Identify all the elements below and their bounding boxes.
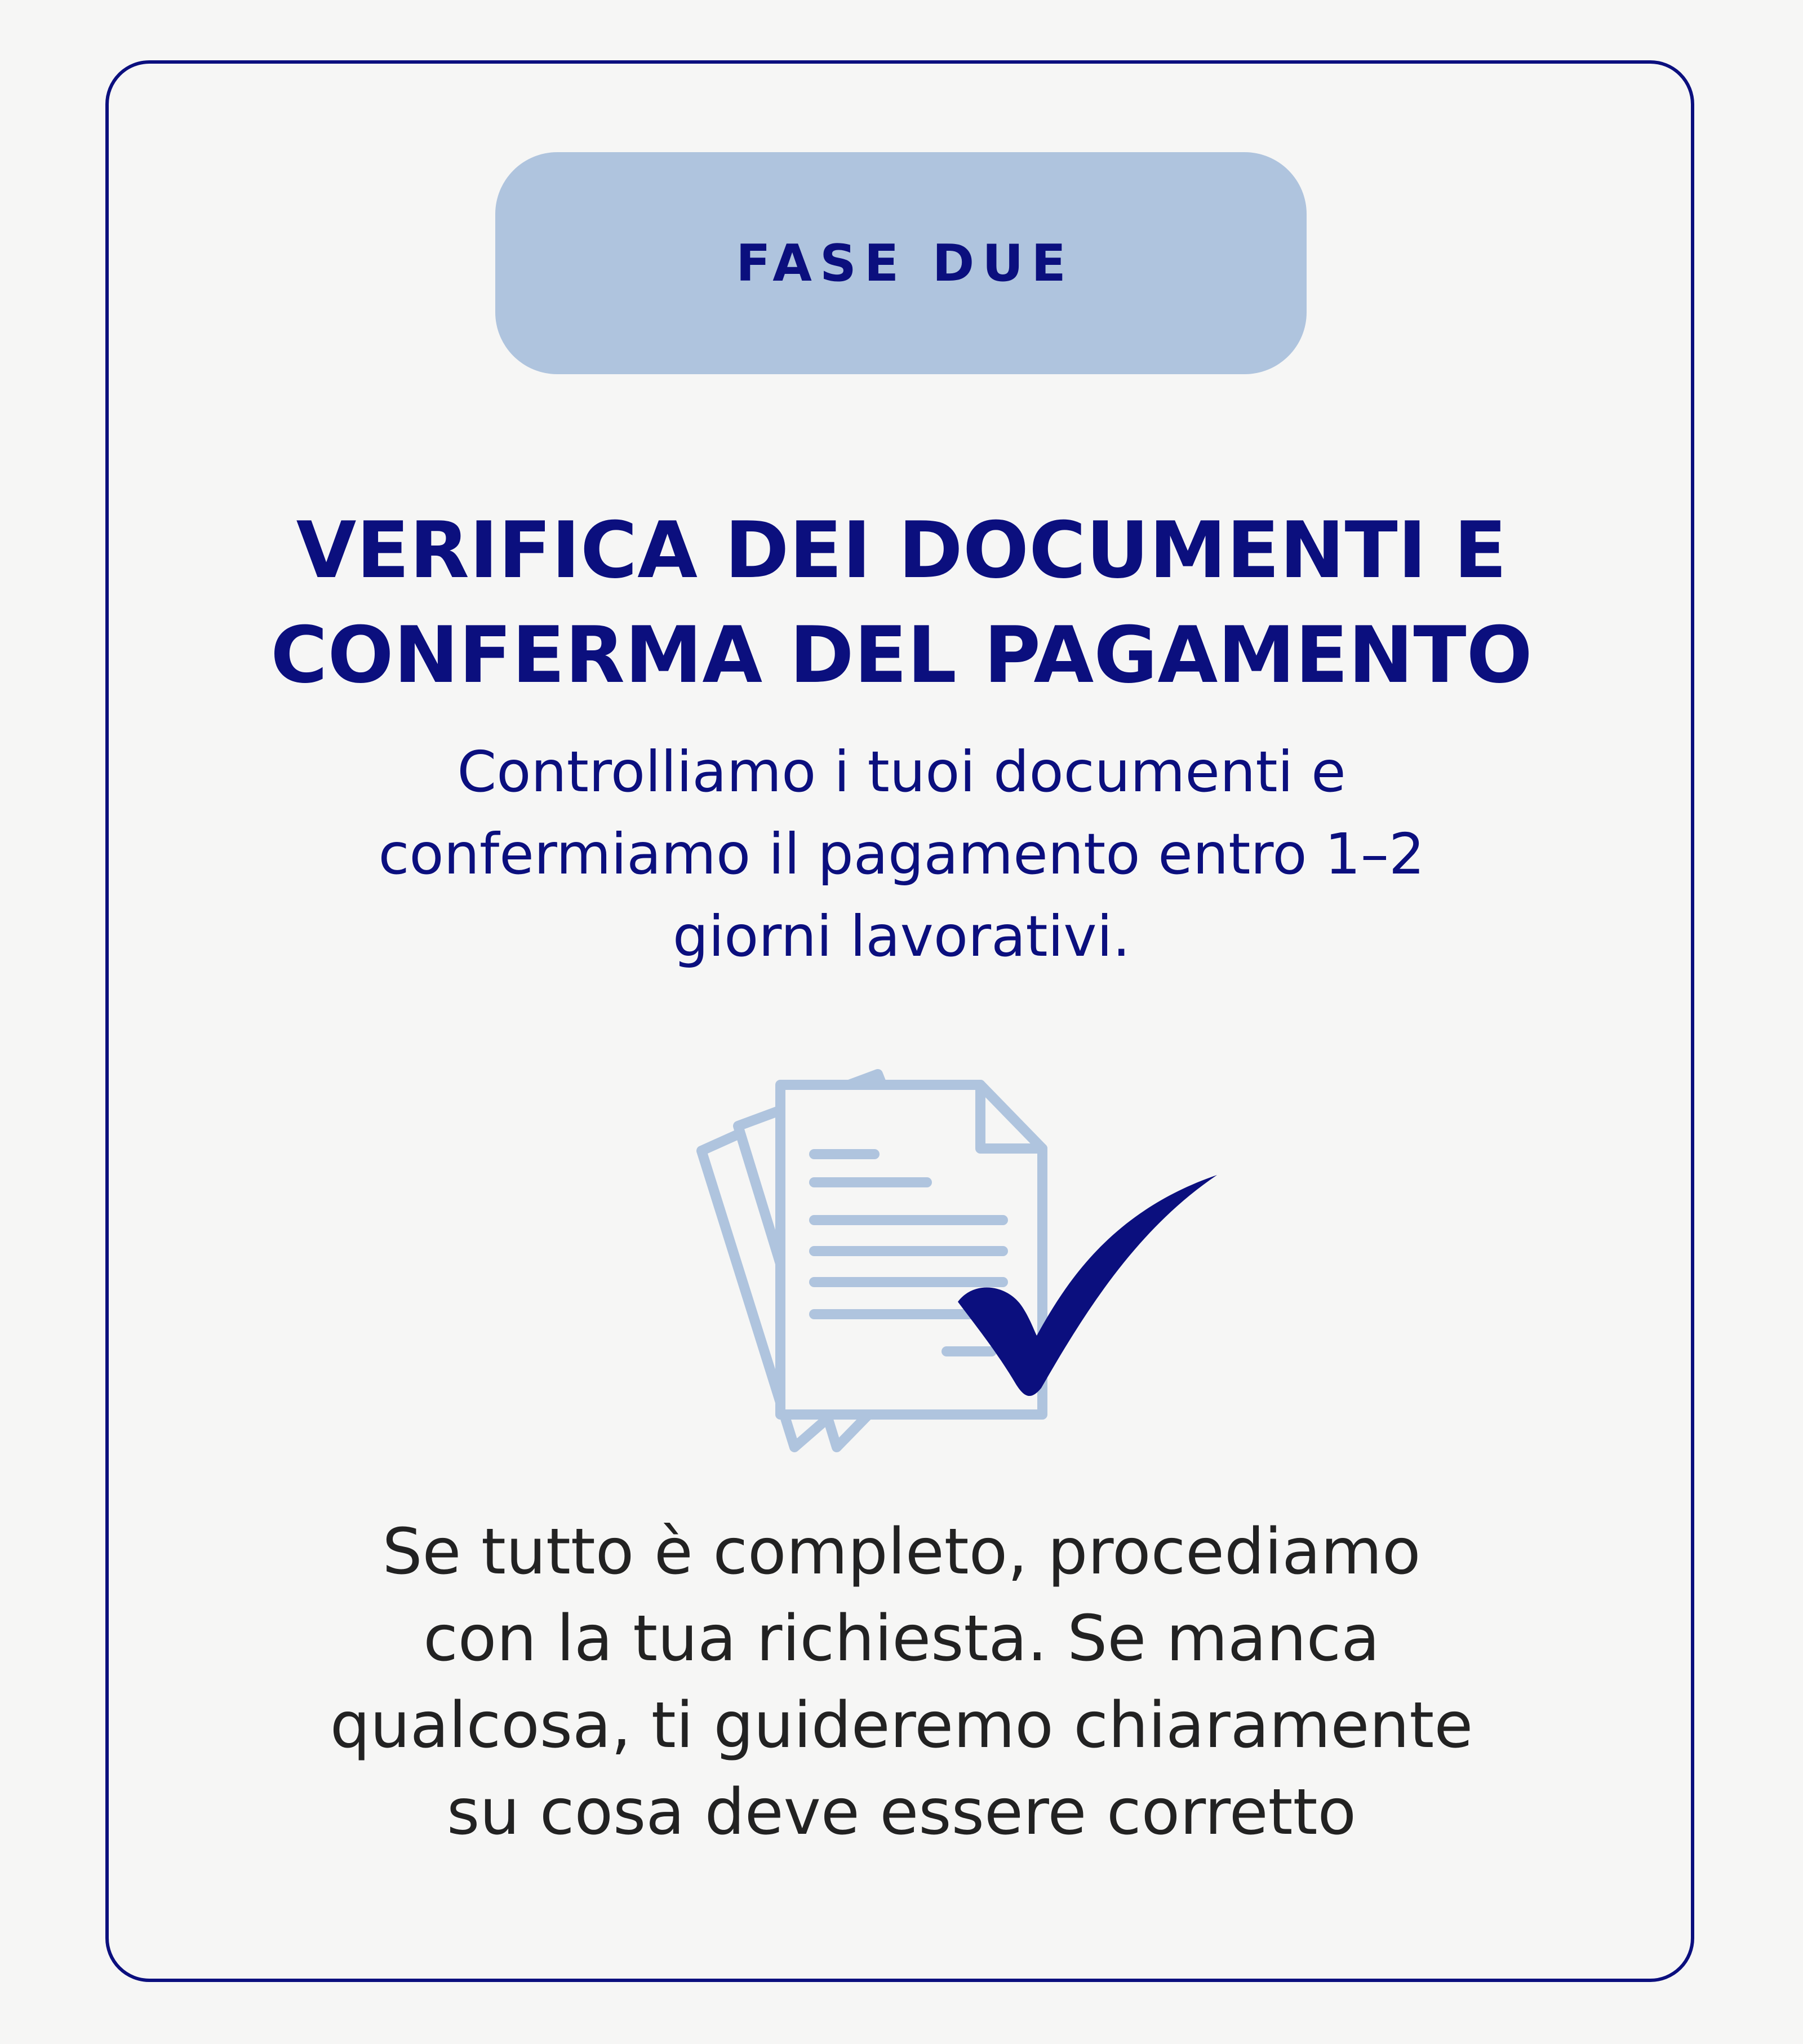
documents-icon [701,1074,1042,1447]
documents-check-illustration [693,1059,1228,1465]
page-title-line-1: VERIFICA DEI DOCUMENTI E [296,505,1507,596]
body-text-line-4: su cosa deve essere corretto [446,1776,1357,1849]
step-badge-label: FASE DUE [736,233,1074,293]
step-badge [495,152,1307,374]
body-text-line-1: Se tutto è completo, procediamo [382,1515,1421,1589]
subtitle-line-3: giorni lavorativi. [672,903,1131,969]
page-title-line-2: CONFERMA DEL PAGAMENTO [270,610,1533,700]
subtitle-line-2: confermiamo il pagamento entro 1–2 [378,821,1425,887]
subtitle-line-1: Controlliamo i tuoi documenti e [457,739,1346,805]
body-text-line-2: con la tua richiesta. Se manca [423,1602,1380,1675]
body-text-line-3: qualcosa, ti guideremo chiaramente [330,1689,1473,1762]
